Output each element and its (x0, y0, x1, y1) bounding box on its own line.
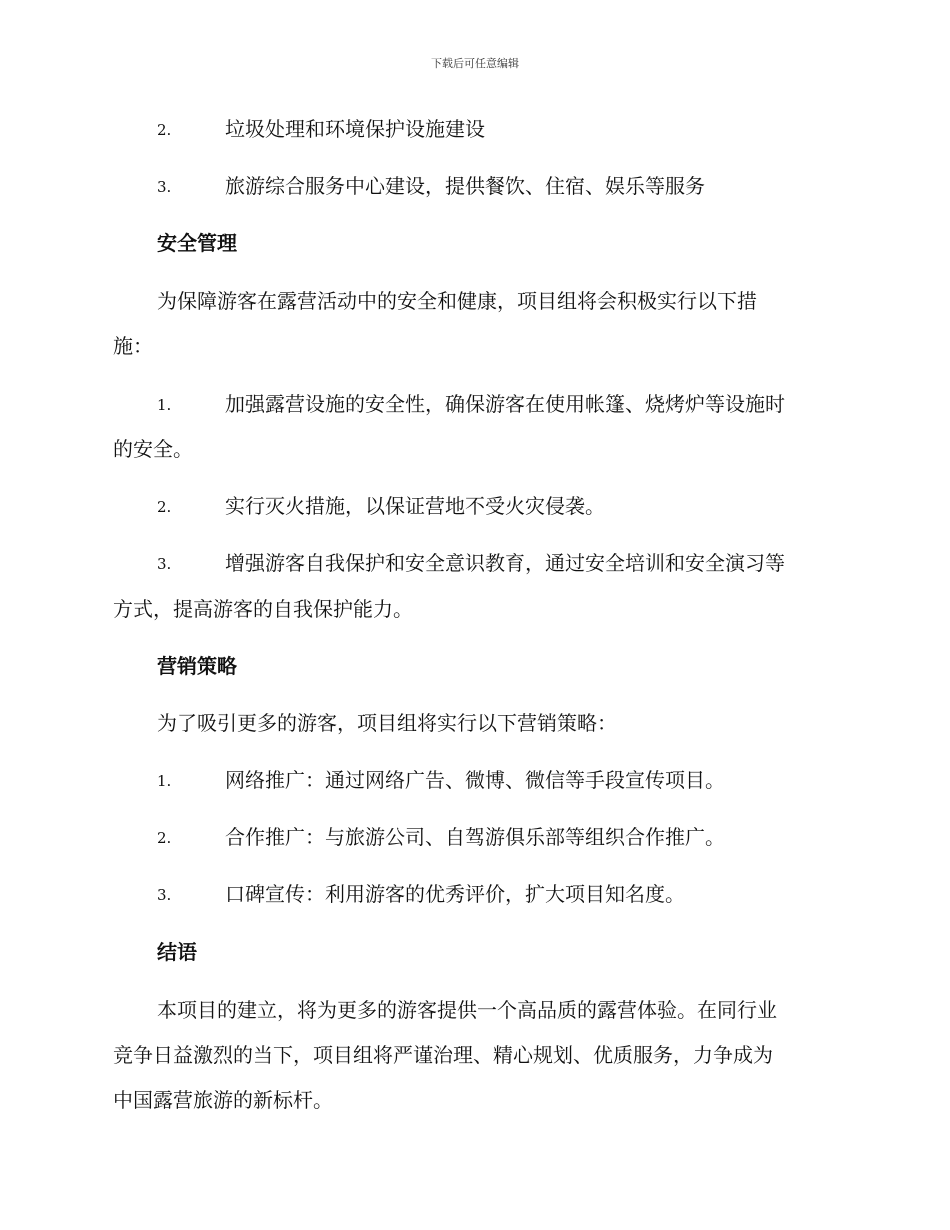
list-item-text: 实行灭火措施，以保证营地不受火灾侵袭。 (225, 494, 605, 518)
paragraph-line: 为了吸引更多的游客，项目组将实行以下营销策略： (157, 711, 617, 735)
list-item-text: 方式，提高游客的自我保护能力。 (113, 597, 413, 621)
list-item-text: 垃圾处理和环境保护设施建设 (225, 117, 485, 141)
list-item-text: 合作推广：与旅游公司、自驾游俱乐部等组织合作推广。 (225, 825, 725, 849)
list-number: 1. (157, 396, 172, 414)
list-item-text: 网络推广：通过网络广告、微博、微信等手段宣传项目。 (225, 768, 725, 792)
page-header: 下载后可任意编辑 (431, 57, 519, 70)
list-item-text: 口碑宣传：利用游客的优秀评价，扩大项目知名度。 (225, 882, 685, 906)
list-number: 3. (157, 555, 172, 573)
paragraph-line: 本项目的建立，将为更多的游客提供一个高品质的露营体验。在同行业 (157, 998, 777, 1022)
paragraph-line: 中国露营旅游的新标杆。 (113, 1088, 333, 1112)
paragraph-line: 施： (113, 334, 153, 358)
list-item-text: 增强游客自我保护和安全意识教育，通过安全培训和安全演习等 (225, 551, 785, 575)
list-item-text: 加强露营设施的安全性，确保游客在使用帐篷、烧烤炉等设施时 (225, 392, 785, 416)
list-number: 3. (157, 178, 172, 196)
section-heading-marketing: 营销策略 (157, 654, 237, 678)
paragraph-line: 竞争日益激烈的当下，项目组将严谨治理、精心规划、优质服务，力争成为 (113, 1043, 773, 1067)
list-item-text: 的安全。 (113, 437, 193, 461)
paragraph-line: 为保障游客在露营活动中的安全和健康，项目组将会积极实行以下措 (157, 289, 757, 313)
list-number: 1. (157, 772, 172, 790)
list-number: 2. (157, 498, 172, 516)
list-item-text: 旅游综合服务中心建设，提供餐饮、住宿、娱乐等服务 (225, 174, 705, 198)
list-number: 2. (157, 829, 172, 847)
list-number: 3. (157, 886, 172, 904)
list-number: 2. (157, 121, 172, 139)
section-heading-conclusion: 结语 (157, 940, 197, 964)
section-heading-safety: 安全管理 (157, 231, 237, 255)
